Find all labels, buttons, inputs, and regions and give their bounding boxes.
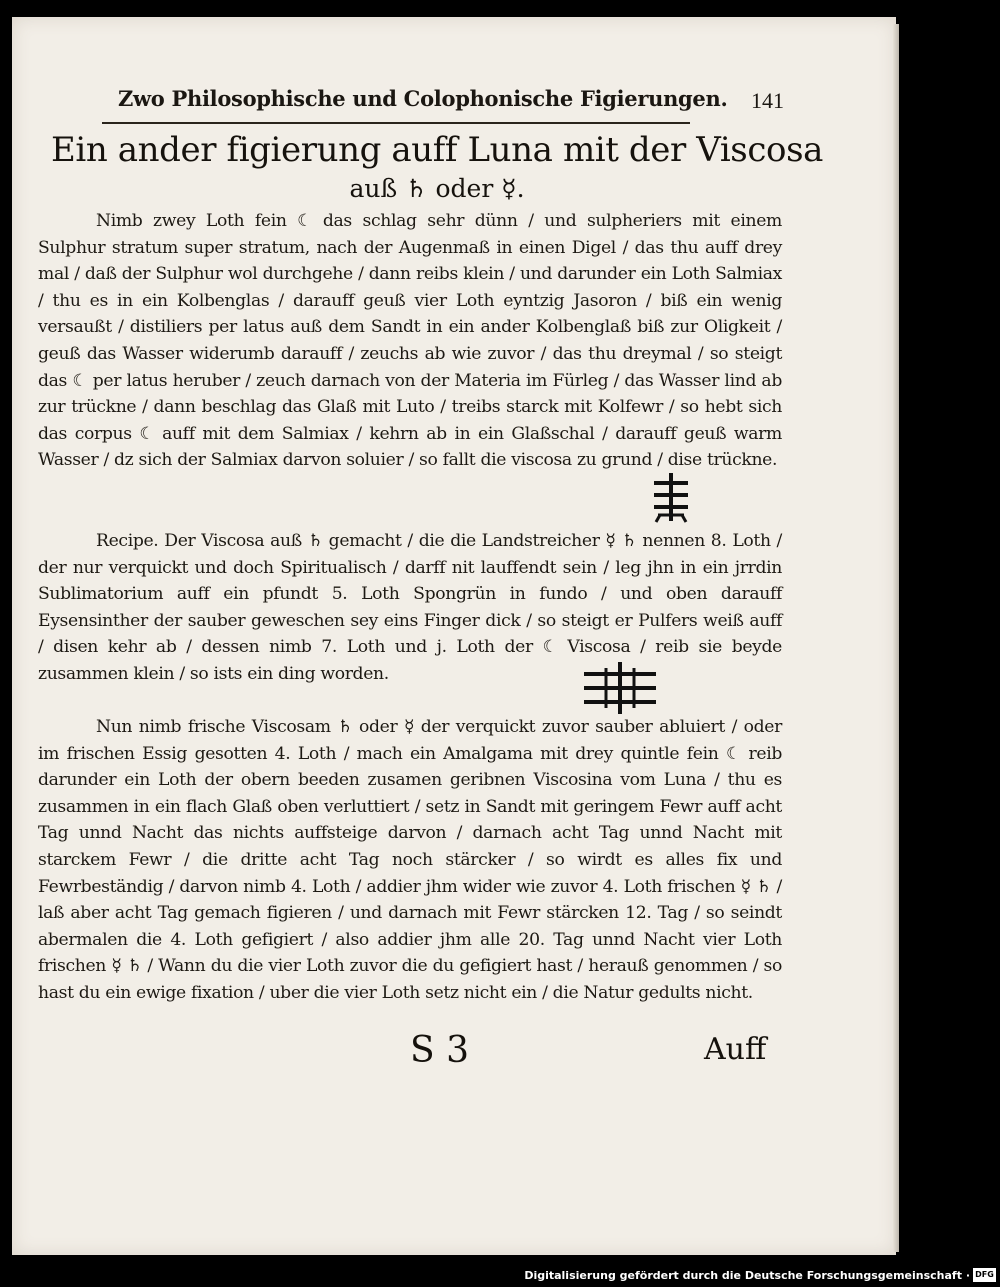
running-title: Zwo Philosophische und Colophonische Figierungen. — [118, 86, 728, 111]
alchemical-symbol-icon — [582, 660, 658, 716]
paragraph-1-text: Nimb zwey Loth fein ☾ das schlag sehr dünn / und sulpheriers mit einem Sulphur stratum super stratum, nach der Augenmaß in einen Digel / das thu auff drey mal / daß der Sulphur wol durchgehe / dann reibs klein / und darunder ein Loth Salmiax / thu es in ein Kolbenglas / darauff geuß vier Loth eyntzig Jasoron / biß ein wenig versaußt / distiliers per latus auß dem Sandt in ein ander Kolbenglaß biß zur Oligkeit / geuß das Wasser widerumb darauff / zeuchs ab wie zuvor / das thu dreymal / so steigt das ☾ per latus heruber / zeuch darnach von der Materia im Fürleg / das Wasser lind ab zur trückne / dann beschlag das Glaß mit Luto / treibs starck mit Kolfewr / so hebt sich das corpus ☾ auff mit dem Salmiax / kehrn ab in ein Glaßschal / darauff geuß warm Wasser / dz sich der Salmiax darvon soluier / so fallt die viscosa zu grund / dise trückne. — [38, 211, 782, 471]
dfg-logo-icon: DFG — [973, 1268, 996, 1282]
footer-credit-text: Digitalisierung gefördert durch die Deutsche Forschungsgemeinschaft — [524, 1269, 962, 1282]
heading-line-1: Ein ander figierung auff Luna mit der Viscosa — [51, 130, 823, 170]
heading-line-2: auß ♄ oder ☿. — [349, 174, 525, 203]
header-rule — [102, 122, 690, 124]
paragraph-3-text: Nun nimb frische Viscosam ♄ oder ☿ der verquickt zuvor sauber abluiert / oder im frischen Essig gesotten 4. Loth / mach ein Amalgama mit drey quintle fein ☾ reib darunder ein Loth der obern beeden zusamen geribnen Viscosina vom Luna / thu es zusammen in ein flach Glaß oben verluttiert / setz in Sandt mit geringem Fewr auff acht Tag unnd Nacht das nichts auffsteige darvon / darnach acht Tag unnd Nacht mit starckem Fewr / die dritte acht Tag noch stärcker / so wirdt es alles fix und Fewrbeständig / darvon nimb 4. Loth / addier jhm wider wie zuvor 4. Loth frischen ☿ ♄ / laß aber acht Tag gemach figieren / und darnach mit Fewr stärcken 12. Tag / so seindt abermalen die 4. Loth gefigiert / also addier jhm alle 20. Tag unnd Nacht vier Loth frischen ☿ ♄ / Wann du die vier Loth zuvor die du gefigiert hast / herauß genommen / so hast du ein ewige fixation / uber die vier Loth setz nicht ein / die Natur gedults nicht. — [38, 717, 782, 1003]
alchemical-symbol-icon — [650, 471, 692, 523]
chapter-heading — [40, 128, 834, 206]
paragraph-2-text: Recipe. Der Viscosa auß ♄ gemacht / die die Landstreicher ☿ ♄ nennen 8. Loth / der nur verquickt und doch Spiritualisch / darff nit lauffendt sein / leg jhn in ein jrrdin Sublimatorium auff ein pfundt 5. Loth Spongrün in fundo / und oben darauff Eysensinther der sauber geweschen sey eins Finger dick / so steigt er Pulfers weiß auff / disen kehr ab / dessen nimb 7. Loth und j. Loth der ☾ Viscosa / reib sie beyde zusammen klein / so ists ein ding worden. — [38, 531, 782, 684]
page-edge — [893, 24, 899, 1252]
footer-credit: Digitalisierung gefördert durch die Deutsche Forschungsgemeinschaft · — [524, 1269, 970, 1282]
running-head — [118, 82, 786, 120]
page-number: 141 — [751, 88, 784, 113]
paragraph-2 — [38, 528, 782, 688]
catchword: Auff — [704, 1032, 767, 1067]
signature-mark: S 3 — [410, 1030, 470, 1071]
paragraph-1 — [38, 208, 782, 474]
paragraph-3 — [38, 714, 782, 1007]
